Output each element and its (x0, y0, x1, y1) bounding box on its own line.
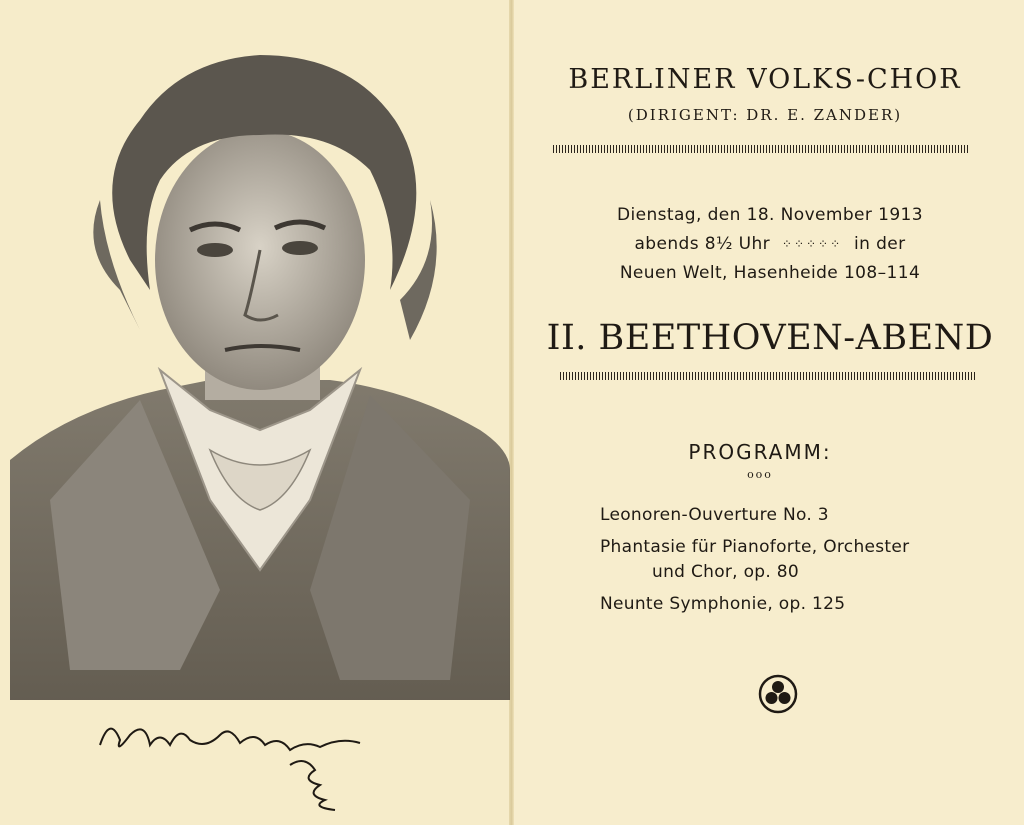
event-time (560, 234, 980, 254)
event-time-text: abends 8½ Uhr (634, 234, 771, 254)
event-date: Dienstag, den 18. November 1913 (617, 205, 923, 225)
choir-title: BERLINER VOLKS-CHOR (568, 64, 962, 95)
programm-ornament: ooo (747, 468, 773, 481)
beethoven-portrait (10, 30, 510, 700)
program-item: Phantasie für Pianoforte, Orchester (600, 537, 910, 557)
decorative-rule (553, 145, 970, 153)
programm-heading: PROGRAMM: (688, 440, 832, 464)
event-venue: Neuen Welt, Hasenheide 108–114 (619, 263, 921, 283)
event-time-suffix: in der (853, 234, 906, 254)
three-circles-emblem-icon (758, 674, 798, 714)
decorative-rule (560, 372, 977, 380)
program-item: Neunte Symphonie, op. 125 (600, 594, 846, 614)
program-item-continuation: und Chor, op. 80 (652, 562, 800, 582)
ornament-dots: ⁘⁘⁘⁘⁘ (781, 237, 843, 251)
concert-title: II. BEETHOVEN-ABEND (546, 318, 994, 358)
program-item: Leonoren-Ouverture No. 3 (600, 505, 829, 525)
conductor-subtitle: (DIRIGENT: DR. E. ZANDER) (627, 106, 903, 124)
beethoven-signature (90, 695, 390, 815)
